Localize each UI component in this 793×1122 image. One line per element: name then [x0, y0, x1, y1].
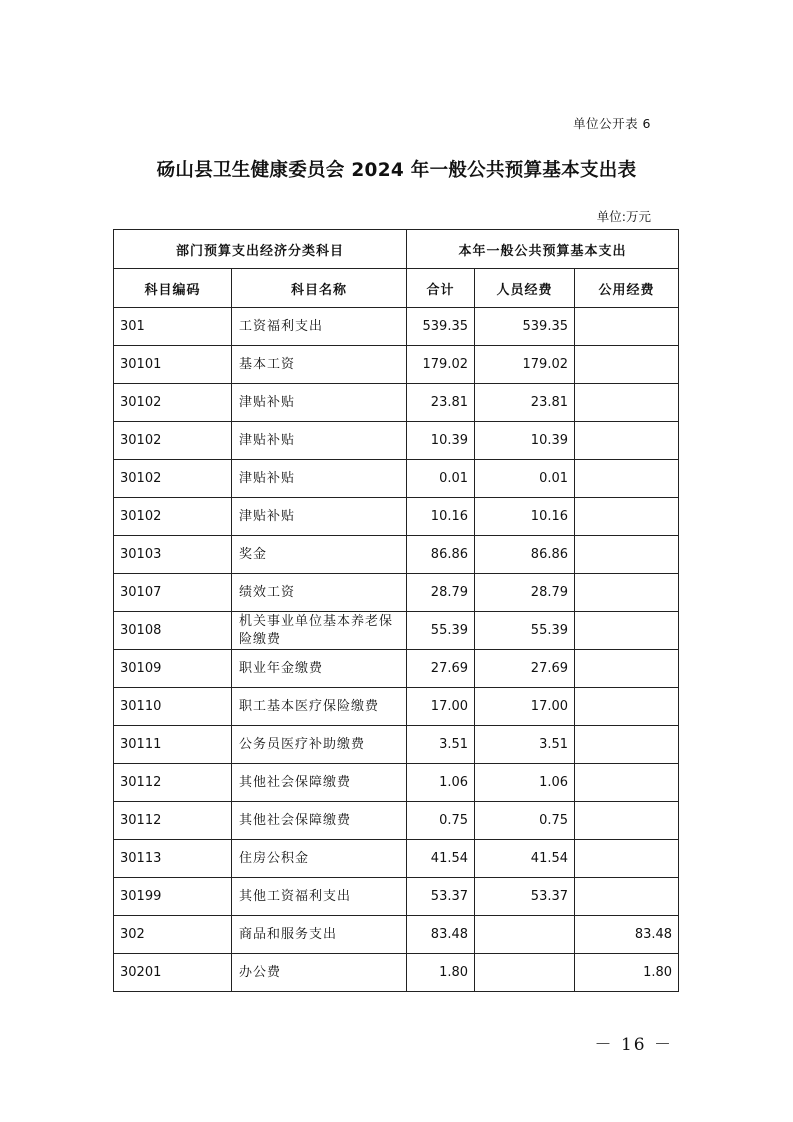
cell-name: 机关事业单位基本养老保险缴费: [232, 612, 407, 650]
cell-code: 302: [114, 916, 232, 954]
table-body: [114, 308, 679, 992]
cell-personnel: 539.35: [475, 308, 575, 346]
budget-table: [113, 229, 679, 992]
basic-expenditure-header: 本年一般公共预算基本支出: [407, 230, 679, 269]
cell-public: [575, 840, 679, 878]
cell-personnel: 1.06: [475, 764, 575, 802]
table-row: [114, 308, 679, 346]
table-row: [114, 612, 679, 650]
cell-code: 30199: [114, 878, 232, 916]
cell-code: 301: [114, 308, 232, 346]
cell-total: 179.02: [407, 346, 475, 384]
table-row: [114, 498, 679, 536]
economic-classification-header: 部门预算支出经济分类科目: [114, 230, 407, 269]
cell-public: [575, 612, 679, 650]
cell-total: 1.06: [407, 764, 475, 802]
column-header-name: 科目名称: [232, 269, 407, 308]
cell-public: [575, 536, 679, 574]
cell-name: 津贴补贴: [232, 422, 407, 460]
cell-public: [575, 878, 679, 916]
cell-public: [575, 726, 679, 764]
table-row: [114, 840, 679, 878]
cell-name: 津贴补贴: [232, 460, 407, 498]
cell-name: 奖金: [232, 536, 407, 574]
cell-total: 27.69: [407, 650, 475, 688]
cell-code: 30113: [114, 840, 232, 878]
cell-public: [575, 688, 679, 726]
cell-total: 55.39: [407, 612, 475, 650]
cell-total: 3.51: [407, 726, 475, 764]
cell-personnel: 179.02: [475, 346, 575, 384]
table-row: [114, 650, 679, 688]
cell-code: 30108: [114, 612, 232, 650]
cell-name: 公务员医疗补助缴费: [232, 726, 407, 764]
cell-personnel: 0.01: [475, 460, 575, 498]
cell-code: 30112: [114, 802, 232, 840]
column-header-personnel: 人员经费: [475, 269, 575, 308]
cell-name: 职业年金缴费: [232, 650, 407, 688]
cell-name: 办公费: [232, 954, 407, 992]
cell-public: [575, 460, 679, 498]
table-row: [114, 878, 679, 916]
cell-personnel: 28.79: [475, 574, 575, 612]
cell-public: 1.80: [575, 954, 679, 992]
cell-public: [575, 308, 679, 346]
cell-personnel: 53.37: [475, 878, 575, 916]
table-row: [114, 916, 679, 954]
cell-personnel: 27.69: [475, 650, 575, 688]
cell-public: [575, 346, 679, 384]
cell-personnel: 3.51: [475, 726, 575, 764]
table-row: [114, 536, 679, 574]
cell-code: 30102: [114, 422, 232, 460]
cell-total: 10.39: [407, 422, 475, 460]
table-row: [114, 460, 679, 498]
page-number: － 16 －: [594, 1035, 673, 1055]
cell-personnel: 55.39: [475, 612, 575, 650]
table-row: [114, 954, 679, 992]
table-row: [114, 574, 679, 612]
cell-total: 28.79: [407, 574, 475, 612]
cell-name: 其他工资福利支出: [232, 878, 407, 916]
cell-name: 住房公积金: [232, 840, 407, 878]
cell-code: 30101: [114, 346, 232, 384]
cell-code: 30102: [114, 498, 232, 536]
cell-public: [575, 802, 679, 840]
table-row: [114, 764, 679, 802]
cell-personnel: 23.81: [475, 384, 575, 422]
cell-public: [575, 384, 679, 422]
cell-name: 津贴补贴: [232, 498, 407, 536]
cell-name: 工资福利支出: [232, 308, 407, 346]
cell-total: 17.00: [407, 688, 475, 726]
cell-code: 30201: [114, 954, 232, 992]
cell-code: 30103: [114, 536, 232, 574]
cell-personnel: 10.39: [475, 422, 575, 460]
cell-public: [575, 422, 679, 460]
cell-name: 津贴补贴: [232, 384, 407, 422]
cell-public: [575, 574, 679, 612]
cell-personnel: 41.54: [475, 840, 575, 878]
cell-public: 83.48: [575, 916, 679, 954]
table-row: [114, 802, 679, 840]
cell-name: 其他社会保障缴费: [232, 764, 407, 802]
cell-code: 30109: [114, 650, 232, 688]
column-header-public: 公用经费: [575, 269, 679, 308]
table-row: [114, 422, 679, 460]
cell-name: 基本工资: [232, 346, 407, 384]
unit-label: 单位:万元: [596, 209, 651, 224]
cell-total: 0.75: [407, 802, 475, 840]
table-row: [114, 346, 679, 384]
cell-public: [575, 498, 679, 536]
cell-personnel: 0.75: [475, 802, 575, 840]
cell-code: 30102: [114, 384, 232, 422]
cell-total: 10.16: [407, 498, 475, 536]
page-title: 砀山县卫生健康委员会 2024 年一般公共预算基本支出表: [156, 160, 637, 181]
cell-personnel: 86.86: [475, 536, 575, 574]
cell-total: 53.37: [407, 878, 475, 916]
cell-public: [575, 650, 679, 688]
cell-personnel: 17.00: [475, 688, 575, 726]
cell-code: 30111: [114, 726, 232, 764]
table-row: [114, 384, 679, 422]
cell-total: 41.54: [407, 840, 475, 878]
column-header-total: 合计: [407, 269, 475, 308]
cell-total: 23.81: [407, 384, 475, 422]
cell-code: 30102: [114, 460, 232, 498]
cell-total: 86.86: [407, 536, 475, 574]
cell-public: [575, 764, 679, 802]
group-header-row: [114, 230, 679, 269]
cell-name: 商品和服务支出: [232, 916, 407, 954]
cell-personnel: 10.16: [475, 498, 575, 536]
form-label: 单位公开表 6: [573, 116, 651, 131]
cell-total: 1.80: [407, 954, 475, 992]
cell-personnel: [475, 916, 575, 954]
cell-total: 83.48: [407, 916, 475, 954]
column-header-code: 科目编码: [114, 269, 232, 308]
cell-code: 30112: [114, 764, 232, 802]
cell-code: 30107: [114, 574, 232, 612]
table-row: [114, 726, 679, 764]
cell-name: 其他社会保障缴费: [232, 802, 407, 840]
table-row: [114, 688, 679, 726]
column-header-row: [114, 269, 679, 308]
cell-name: 职工基本医疗保险缴费: [232, 688, 407, 726]
cell-total: 0.01: [407, 460, 475, 498]
cell-name: 绩效工资: [232, 574, 407, 612]
cell-total: 539.35: [407, 308, 475, 346]
cell-personnel: [475, 954, 575, 992]
cell-code: 30110: [114, 688, 232, 726]
